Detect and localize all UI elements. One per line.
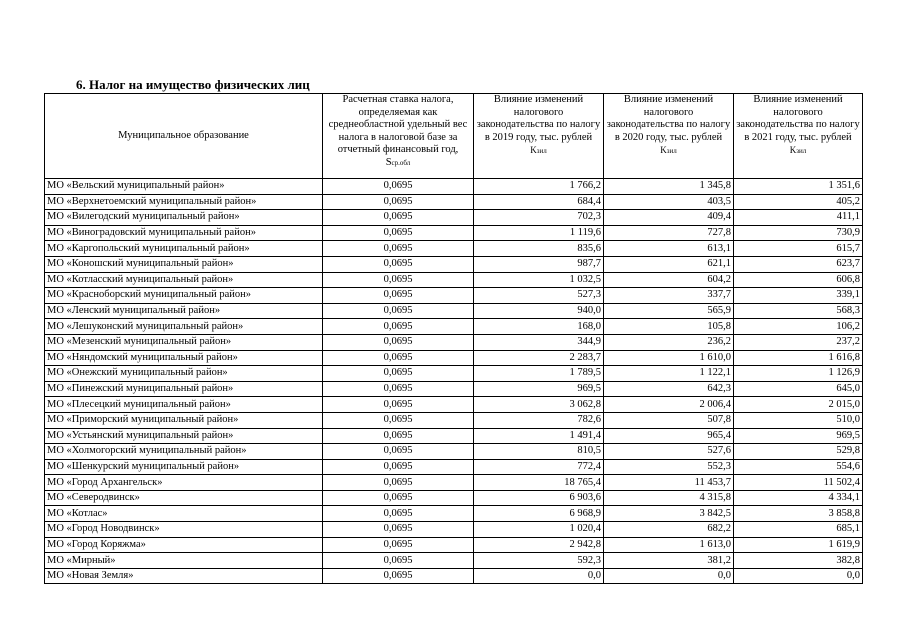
municipality-cell: МО «Виноградовский муниципальный район»	[45, 225, 323, 241]
rate-cell: 0,0695	[323, 366, 474, 382]
value-2020-cell: 642,3	[604, 381, 734, 397]
municipality-cell: МО «Устьянский муниципальный район»	[45, 428, 323, 444]
value-2019-cell: 810,5	[474, 444, 604, 460]
value-2021-cell: 11 502,4	[734, 475, 863, 491]
value-2020-cell: 105,8	[604, 319, 734, 335]
table-row	[45, 397, 863, 413]
value-2021-cell: 1 619,9	[734, 537, 863, 553]
rate-cell: 0,0695	[323, 210, 474, 226]
value-2019-cell: 168,0	[474, 319, 604, 335]
value-2021-cell: 554,6	[734, 459, 863, 475]
header-2021-symbol	[736, 144, 860, 158]
value-2020-cell: 0,0	[604, 568, 734, 584]
value-2019-cell: 1 119,6	[474, 225, 604, 241]
k-subscript-2020: зил	[666, 147, 677, 155]
table-row	[45, 366, 863, 382]
value-2020-cell: 409,4	[604, 210, 734, 226]
value-2021-cell: 1 126,9	[734, 366, 863, 382]
header-rate	[323, 94, 474, 179]
value-2021-cell: 237,2	[734, 334, 863, 350]
header-2020-text: Влияние изменений налогового законодательства по налогу в 2020 году, тыс. рублей	[606, 94, 731, 143]
value-2019-cell: 1 032,5	[474, 272, 604, 288]
table-row	[45, 537, 863, 553]
value-2021-cell: 623,7	[734, 256, 863, 272]
table-row	[45, 381, 863, 397]
value-2021-cell: 606,8	[734, 272, 863, 288]
value-2020-cell: 2 006,4	[604, 397, 734, 413]
value-2021-cell: 685,1	[734, 522, 863, 538]
table-row	[45, 428, 863, 444]
value-2021-cell: 730,9	[734, 225, 863, 241]
value-2020-cell: 1 345,8	[604, 179, 734, 195]
table-row	[45, 459, 863, 475]
value-2020-cell: 236,2	[604, 334, 734, 350]
municipality-cell: МО «Мезенский муниципальный район»	[45, 334, 323, 350]
rate-cell: 0,0695	[323, 475, 474, 491]
value-2020-cell: 621,1	[604, 256, 734, 272]
table-row	[45, 179, 863, 195]
rate-cell: 0,0695	[323, 506, 474, 522]
table-row	[45, 241, 863, 257]
value-2020-cell: 1 122,1	[604, 366, 734, 382]
rate-cell: 0,0695	[323, 194, 474, 210]
header-2020	[604, 94, 734, 179]
value-2020-cell: 565,9	[604, 303, 734, 319]
table-row	[45, 256, 863, 272]
municipality-cell: МО «Город Коряжма»	[45, 537, 323, 553]
rate-cell: 0,0695	[323, 412, 474, 428]
rate-cell: 0,0695	[323, 241, 474, 257]
municipality-cell: МО «Мирный»	[45, 553, 323, 569]
municipality-cell: МО «Вельский муниципальный район»	[45, 179, 323, 195]
value-2019-cell: 782,6	[474, 412, 604, 428]
value-2021-cell: 2 015,0	[734, 397, 863, 413]
table-row	[45, 272, 863, 288]
header-2019	[474, 94, 604, 179]
k-subscript-2021: зил	[796, 147, 807, 155]
municipality-cell: МО «Няндомский муниципальный район»	[45, 350, 323, 366]
rate-cell: 0,0695	[323, 334, 474, 350]
k-symbol-2020: K	[660, 145, 667, 155]
value-2020-cell: 527,6	[604, 444, 734, 460]
municipality-cell: МО «Онежский муниципальный район»	[45, 366, 323, 382]
value-2020-cell: 682,2	[604, 522, 734, 538]
table-row	[45, 319, 863, 335]
municipality-cell: МО «Каргопольский муниципальный район»	[45, 241, 323, 257]
value-2021-cell: 969,5	[734, 428, 863, 444]
table-row	[45, 288, 863, 304]
municipality-cell: МО «Шенкурский муниципальный район»	[45, 459, 323, 475]
value-2021-cell: 106,2	[734, 319, 863, 335]
municipality-cell: МО «Город Новодвинск»	[45, 522, 323, 538]
municipality-cell: МО «Лешуконский муниципальный район»	[45, 319, 323, 335]
rate-cell: 0,0695	[323, 444, 474, 460]
value-2020-cell: 604,2	[604, 272, 734, 288]
value-2021-cell: 382,8	[734, 553, 863, 569]
value-2021-cell: 339,1	[734, 288, 863, 304]
rate-cell: 0,0695	[323, 568, 474, 584]
value-2020-cell: 3 842,5	[604, 506, 734, 522]
value-2020-cell: 337,7	[604, 288, 734, 304]
rate-cell: 0,0695	[323, 272, 474, 288]
rate-cell: 0,0695	[323, 522, 474, 538]
value-2019-cell: 1 491,4	[474, 428, 604, 444]
rate-cell: 0,0695	[323, 303, 474, 319]
value-2020-cell: 381,2	[604, 553, 734, 569]
municipality-cell: МО «Коношский муниципальный район»	[45, 256, 323, 272]
value-2020-cell: 4 315,8	[604, 490, 734, 506]
rate-cell: 0,0695	[323, 350, 474, 366]
header-2021	[734, 94, 863, 179]
header-2021-text: Влияние изменений налогового законодательства по налогу в 2021 году, тыс. рублей	[736, 94, 860, 143]
value-2019-cell: 1 789,5	[474, 366, 604, 382]
value-2019-cell: 2 283,7	[474, 350, 604, 366]
table-row	[45, 210, 863, 226]
value-2019-cell: 702,3	[474, 210, 604, 226]
rate-cell: 0,0695	[323, 288, 474, 304]
value-2021-cell: 0,0	[734, 568, 863, 584]
value-2019-cell: 772,4	[474, 459, 604, 475]
header-rate-subscript: ср.обл	[391, 158, 411, 167]
municipality-cell: МО «Приморский муниципальный район»	[45, 412, 323, 428]
table-row	[45, 522, 863, 538]
value-2019-cell: 2 942,8	[474, 537, 604, 553]
value-2021-cell: 510,0	[734, 412, 863, 428]
table-row	[45, 506, 863, 522]
value-2019-cell: 527,3	[474, 288, 604, 304]
rate-cell: 0,0695	[323, 553, 474, 569]
rate-cell: 0,0695	[323, 490, 474, 506]
value-2020-cell: 965,4	[604, 428, 734, 444]
value-2021-cell: 1 351,6	[734, 179, 863, 195]
value-2019-cell: 344,9	[474, 334, 604, 350]
municipality-cell: МО «Вилегодский муниципальный район»	[45, 210, 323, 226]
k-symbol-2019: K	[530, 145, 537, 155]
section-title: 6. Налог на имущество физических лиц	[76, 77, 310, 92]
value-2021-cell: 645,0	[734, 381, 863, 397]
value-2021-cell: 529,8	[734, 444, 863, 460]
value-2020-cell: 1 610,0	[604, 350, 734, 366]
value-2019-cell: 592,3	[474, 553, 604, 569]
value-2021-cell: 405,2	[734, 194, 863, 210]
table-row	[45, 194, 863, 210]
rate-cell: 0,0695	[323, 537, 474, 553]
value-2019-cell: 0,0	[474, 568, 604, 584]
municipality-cell: МО «Плесецкий муниципальный район»	[45, 397, 323, 413]
table-row	[45, 334, 863, 350]
value-2019-cell: 18 765,4	[474, 475, 604, 491]
header-rate-text: Расчетная ставка налога, определяемая как среднеобластной удельный вес налога в налоговой базе за отчетный финансовый год, S	[328, 94, 468, 168]
value-2019-cell: 969,5	[474, 381, 604, 397]
table-row	[45, 475, 863, 491]
value-2021-cell: 615,7	[734, 241, 863, 257]
municipality-cell: МО «Холмогорский муниципальный район»	[45, 444, 323, 460]
value-2021-cell: 568,3	[734, 303, 863, 319]
header-row	[45, 94, 863, 179]
tax-table	[44, 93, 863, 584]
value-2019-cell: 1 766,2	[474, 179, 604, 195]
value-2020-cell: 552,3	[604, 459, 734, 475]
rate-cell: 0,0695	[323, 179, 474, 195]
value-2019-cell: 6 903,6	[474, 490, 604, 506]
rate-cell: 0,0695	[323, 397, 474, 413]
value-2020-cell: 507,8	[604, 412, 734, 428]
value-2021-cell: 4 334,1	[734, 490, 863, 506]
value-2020-cell: 11 453,7	[604, 475, 734, 491]
header-2019-symbol	[476, 144, 601, 158]
header-municipality: Муниципальное образование	[45, 94, 323, 179]
municipality-cell: МО «Верхнетоемский муниципальный район»	[45, 194, 323, 210]
municipality-cell: МО «Пинежский муниципальный район»	[45, 381, 323, 397]
municipality-cell: МО «Город Архангельск»	[45, 475, 323, 491]
header-2019-text: Влияние изменений налогового законодательства по налогу в 2019 году, тыс. рублей	[476, 94, 601, 143]
table-row	[45, 303, 863, 319]
k-symbol-2021: K	[789, 145, 797, 155]
value-2020-cell: 403,5	[604, 194, 734, 210]
value-2019-cell: 6 968,9	[474, 506, 604, 522]
value-2021-cell: 411,1	[734, 210, 863, 226]
table-row	[45, 490, 863, 506]
value-2019-cell: 684,4	[474, 194, 604, 210]
k-subscript-2019: зил	[536, 147, 547, 155]
value-2019-cell: 940,0	[474, 303, 604, 319]
value-2020-cell: 727,8	[604, 225, 734, 241]
table-row	[45, 444, 863, 460]
value-2019-cell: 987,7	[474, 256, 604, 272]
rate-cell: 0,0695	[323, 381, 474, 397]
table-row	[45, 350, 863, 366]
table-row	[45, 553, 863, 569]
value-2019-cell: 1 020,4	[474, 522, 604, 538]
municipality-cell: МО «Ленский муниципальный район»	[45, 303, 323, 319]
municipality-cell: МО «Красноборский муниципальный район»	[45, 288, 323, 304]
value-2019-cell: 3 062,8	[474, 397, 604, 413]
value-2020-cell: 1 613,0	[604, 537, 734, 553]
rate-cell: 0,0695	[323, 319, 474, 335]
rate-cell: 0,0695	[323, 225, 474, 241]
rate-cell: 0,0695	[323, 428, 474, 444]
rate-cell: 0,0695	[323, 459, 474, 475]
municipality-cell: МО «Котласский муниципальный район»	[45, 272, 323, 288]
rate-cell: 0,0695	[323, 256, 474, 272]
table-row	[45, 568, 863, 584]
table-row	[45, 412, 863, 428]
municipality-cell: МО «Котлас»	[45, 506, 323, 522]
municipality-cell: МО «Северодвинск»	[45, 490, 323, 506]
value-2019-cell: 835,6	[474, 241, 604, 257]
value-2021-cell: 3 858,8	[734, 506, 863, 522]
table-row	[45, 225, 863, 241]
municipality-cell: МО «Новая Земля»	[45, 568, 323, 584]
header-2020-symbol	[606, 144, 731, 158]
value-2020-cell: 613,1	[604, 241, 734, 257]
value-2021-cell: 1 616,8	[734, 350, 863, 366]
